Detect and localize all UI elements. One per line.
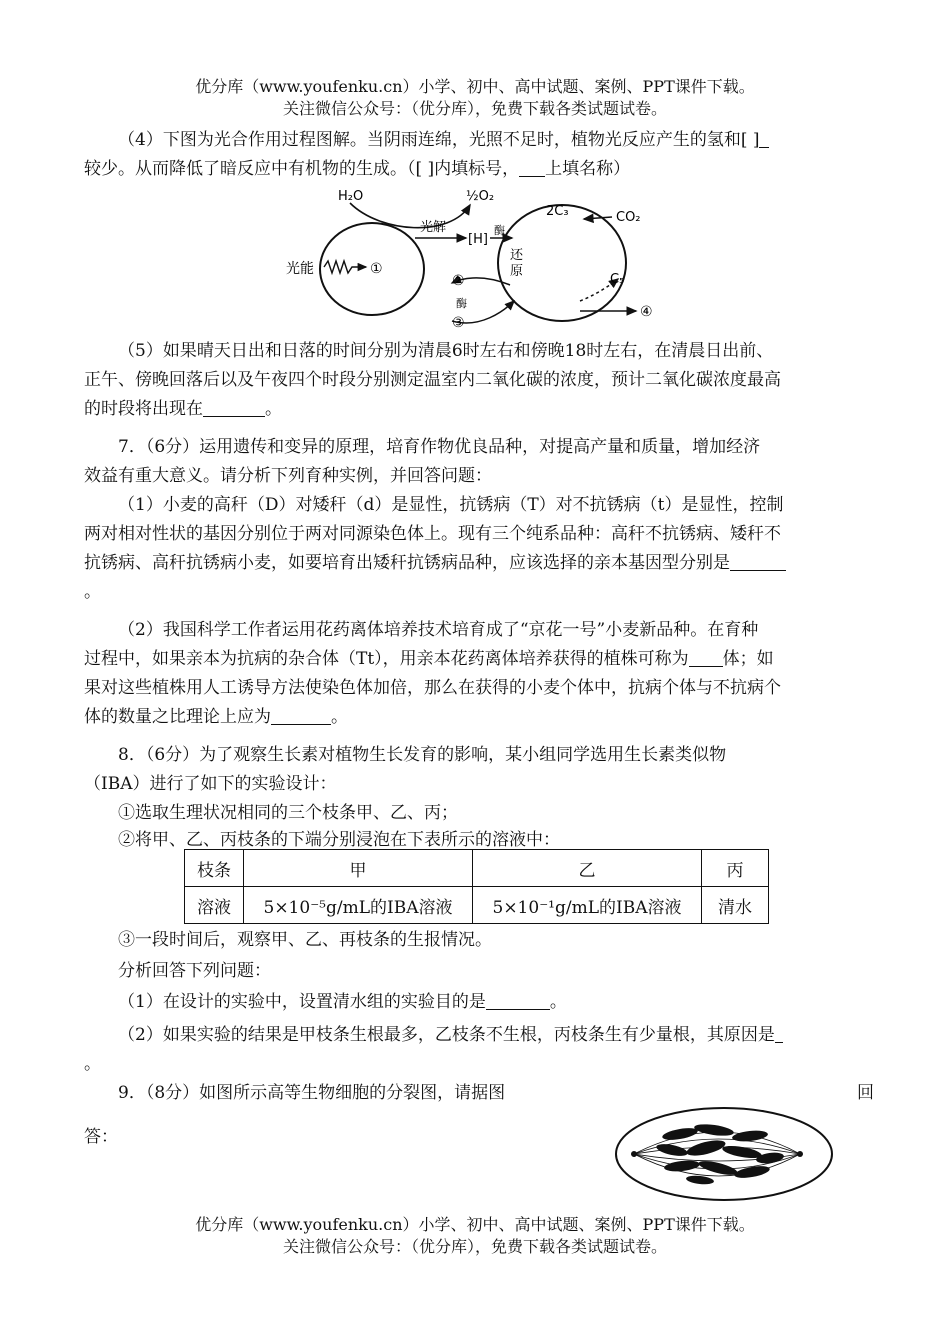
q8-line9: 。 <box>84 1054 101 1074</box>
answer-blank[interactable] <box>203 398 265 417</box>
q9-line2: 答： <box>84 1127 118 1147</box>
q6-part4-line1: （4）下图为光合作用过程图解。当阴雨连绵，光照不足时，植物光反应产生的氢和[ ] <box>118 127 874 153</box>
answer-blank[interactable] <box>519 158 545 177</box>
photosynthesis-diagram <box>280 183 670 333</box>
table-row <box>185 850 769 887</box>
q8-line1: 8．（6分）为了观察生长素对植物生长发育的影响，某小组同学选用生长素类似物 <box>118 745 727 765</box>
label-o2: ½O₂ <box>466 189 495 204</box>
q8-line4: ②将甲、乙、丙枝条的下端分别浸泡在下表所示的溶液中： <box>118 830 560 850</box>
label-3: ③ <box>452 315 465 331</box>
q8-line7: （1）在设计的实验中，设置清水组的实验目的是 。 <box>118 992 567 1012</box>
centrosome-left <box>631 1151 637 1157</box>
answer-blank[interactable] <box>689 648 723 667</box>
label-hydrogen: [H] <box>468 232 488 247</box>
calvin-cycle <box>498 205 626 321</box>
q7-line7: （2）我国科学工作者运用花药离体培养技术培育成了“京花一号”小麦新品种。在育种 <box>118 620 759 640</box>
q6-part5-line2: 正午、傍晚回落后以及午夜四个时段分别测定温室内二氧化碳的浓度，预计二氧化碳浓度最高 <box>84 370 781 390</box>
label-h2o: H₂O <box>338 189 364 204</box>
page-footer-line1: 优分库（www.youfenku.cn）小学、初中、高中试题、案例、PPT课件下载。 <box>195 1215 755 1234</box>
label-reduction-2: 原 <box>510 264 524 279</box>
q7-line5: 抗锈病、高秆抗锈病小麦，如要培育出矮秆抗锈病品种，应该选择的亲本基因型分别是 <box>84 550 874 576</box>
q6-part5-line1: （5）如果晴天日出和日落的时间分别为清晨6时左右和傍晚18时左右，在清晨日出前、 <box>118 341 774 361</box>
table-cell: 乙 <box>473 850 702 887</box>
q7-line4: 两对相对性状的基因分别位于两对同源染色体上。现有三个纯系品种：高秆不抗锈病、矮秆不 <box>84 524 781 544</box>
q6-part5-line3: 的时段将出现在 。 <box>84 399 282 419</box>
answer-blank[interactable] <box>730 552 786 571</box>
q8-line3: ①选取生理状况相同的三个枝条甲、乙、丙； <box>118 803 458 823</box>
centrosome-right <box>797 1151 803 1157</box>
answer-blank[interactable] <box>486 991 550 1010</box>
table-cell: 5×10⁻¹g/mL的IBA溶液 <box>473 887 702 924</box>
label-1: ① <box>370 261 383 277</box>
label-4: ④ <box>640 304 653 320</box>
table-cell: 5×10⁻⁵g/mL的IBA溶液 <box>244 887 473 924</box>
q7-line3: （1）小麦的高秆（D）对矮秆（d）是显性，抗锈病（T）对不抗锈病（t）是显性，控制 <box>118 495 784 515</box>
answer-blank[interactable] <box>775 1024 783 1043</box>
q7-line1: 7．（6分）运用遗传和变异的原理，培育作物优良品种，对提高产量和质量，增加经济 <box>118 437 761 457</box>
label-2c3: 2C₃ <box>546 204 569 219</box>
table-cell: 清水 <box>702 887 769 924</box>
table-cell: 丙 <box>702 850 769 887</box>
table-cell: 溶液 <box>185 887 244 924</box>
label-enzyme-1: 酶 <box>494 224 505 237</box>
answer-blank[interactable] <box>271 706 331 725</box>
label-2: ② <box>452 273 465 289</box>
q7-line6: 。 <box>84 582 101 602</box>
q8-line2: （IBA）进行了如下的实验设计： <box>84 774 337 794</box>
answer-blank[interactable] <box>759 129 769 148</box>
q8-line8: （2）如果实验的结果是甲枝条生根最多，乙枝条不生根，丙枝条生有少量根，其原因是 <box>118 1022 874 1048</box>
q7-line8: 过程中，如果亲本为抗病的杂合体（Tt），用亲本花药离体培养获得的植株可称为 体；如 <box>84 649 774 669</box>
label-c5: C₅ <box>610 272 625 287</box>
q9-line1: 9．（8分）如图所示高等生物细胞的分裂图，请据图 回 <box>118 1083 874 1103</box>
table-cell: 甲 <box>244 850 473 887</box>
q6-part4-line2: 较少。从而降低了暗反应中有机物的生成。（[ ]内填标号， 上填名称） <box>84 159 631 179</box>
page-header-line2: 关注微信公众号：（优分库），免费下载各类试题试卷。 <box>282 99 667 118</box>
cell-division-figure <box>610 1100 838 1204</box>
label-photolysis: 光解 <box>420 220 447 235</box>
light-energy-zigzag <box>324 261 366 273</box>
iba-solution-table <box>184 849 769 924</box>
q8-line5: ③一段时间后，观察甲、乙、再枝条的生报情况。 <box>118 930 492 950</box>
q7-line10: 体的数量之比理论上应为 。 <box>84 707 348 727</box>
label-co2: CO₂ <box>616 210 641 225</box>
page-header-line1: 优分库（www.youfenku.cn）小学、初中、高中试题、案例、PPT课件下载。 <box>195 77 755 96</box>
table-row <box>185 887 769 924</box>
label-light-energy: 光能 <box>286 261 314 277</box>
q7-line2: 效益有重大意义。请分析下列育种实例，并回答问题： <box>84 466 492 486</box>
table-cell: 枝条 <box>185 850 244 887</box>
q7-line9: 果对这些植株用人工诱导方法使染色体加倍，那么在获得的小麦个体中，抗病个体与不抗病个 <box>84 678 781 698</box>
page-footer-line2: 关注微信公众号：（优分库），免费下载各类试题试卷。 <box>282 1237 667 1256</box>
q8-line6: 分析回答下列问题： <box>118 961 271 981</box>
label-enzyme-2: 酶 <box>456 297 467 310</box>
co2-arrow <box>584 217 612 219</box>
label-reduction-1: 还 <box>510 248 524 263</box>
